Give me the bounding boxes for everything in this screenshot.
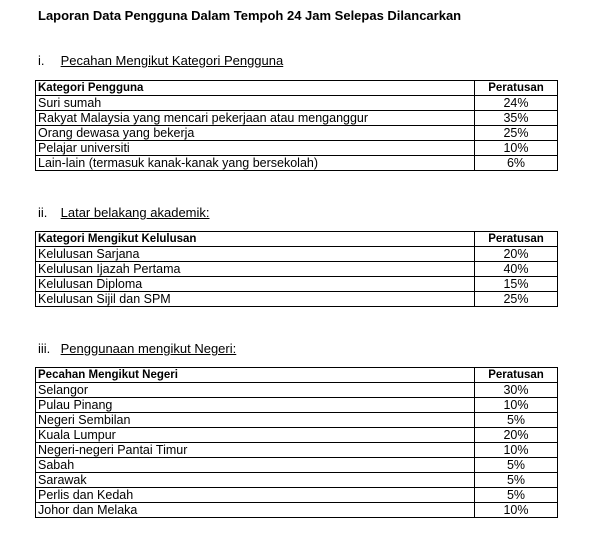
state-usage-table [35,367,558,518]
percentage-cell: 5% [475,413,558,428]
state-cell: Kuala Lumpur [36,428,475,443]
table-row [36,292,558,307]
category-cell: Kelulusan Sarjana [36,247,475,262]
percentage-cell: 25% [475,126,558,141]
percentage-cell: 20% [475,428,558,443]
column-header-percentage: Peratusan [475,232,558,247]
table-header-row [36,232,558,247]
percentage-cell: 5% [475,458,558,473]
section-number: ii. [38,205,48,220]
percentage-cell: 30% [475,383,558,398]
category-cell: Rakyat Malaysia yang mencari pekerjaan atau menganggur [36,111,475,126]
section-heading-academic [38,205,210,220]
table-row [36,503,558,518]
table-row [36,443,558,458]
percentage-cell: 10% [475,398,558,413]
table-row [36,111,558,126]
state-cell: Negeri-negeri Pantai Timur [36,443,475,458]
table-row [36,383,558,398]
percentage-cell: 20% [475,247,558,262]
state-cell: Perlis dan Kedah [36,488,475,503]
category-cell: Orang dewasa yang bekerja [36,126,475,141]
column-header-category: Kategori Mengikut Kelulusan [36,232,475,247]
state-cell: Pulau Pinang [36,398,475,413]
category-cell: Pelajar universiti [36,141,475,156]
percentage-cell: 15% [475,277,558,292]
column-header-percentage: Peratusan [475,81,558,96]
page-title: Laporan Data Pengguna Dalam Tempoh 24 Jam Selepas Dilancarkan [38,8,462,23]
table-header-row [36,368,558,383]
table-row [36,262,558,277]
table-row [36,277,558,292]
state-cell: Sabah [36,458,475,473]
table-row [36,398,558,413]
percentage-cell: 25% [475,292,558,307]
percentage-cell: 10% [475,141,558,156]
category-cell: Kelulusan Ijazah Pertama [36,262,475,277]
table-row [36,126,558,141]
column-header-percentage: Peratusan [475,368,558,383]
state-cell: Selangor [36,383,475,398]
category-cell: Suri sumah [36,96,475,111]
column-header-category: Kategori Pengguna [36,81,475,96]
table-row [36,141,558,156]
category-cell: Lain-lain (termasuk kanak-kanak yang bersekolah) [36,156,475,171]
section-heading-users [38,53,283,68]
section-number: iii. [38,341,51,356]
table-row [36,247,558,262]
table-row [36,488,558,503]
table-row [36,428,558,443]
section-number: i. [38,53,45,68]
percentage-cell: 24% [475,96,558,111]
percentage-cell: 10% [475,443,558,458]
user-category-table [35,80,558,171]
table-row [36,458,558,473]
section-label: Penggunaan mengikut Negeri: [60,341,237,356]
state-cell: Sarawak [36,473,475,488]
percentage-cell: 40% [475,262,558,277]
table-header-row [36,81,558,96]
state-cell: Negeri Sembilan [36,413,475,428]
percentage-cell: 6% [475,156,558,171]
percentage-cell: 5% [475,488,558,503]
category-cell: Kelulusan Diploma [36,277,475,292]
state-cell: Johor dan Melaka [36,503,475,518]
percentage-cell: 10% [475,503,558,518]
table-row [36,413,558,428]
table-row [36,156,558,171]
academic-background-table [35,231,558,307]
category-cell: Kelulusan Sijil dan SPM [36,292,475,307]
section-heading-states [38,341,236,356]
column-header-state: Pecahan Mengikut Negeri [36,368,475,383]
percentage-cell: 35% [475,111,558,126]
section-label: Latar belakang akademik: [60,205,210,220]
percentage-cell: 5% [475,473,558,488]
section-label: Pecahan Mengikut Kategori Pengguna [60,53,284,68]
table-row [36,473,558,488]
table-row [36,96,558,111]
